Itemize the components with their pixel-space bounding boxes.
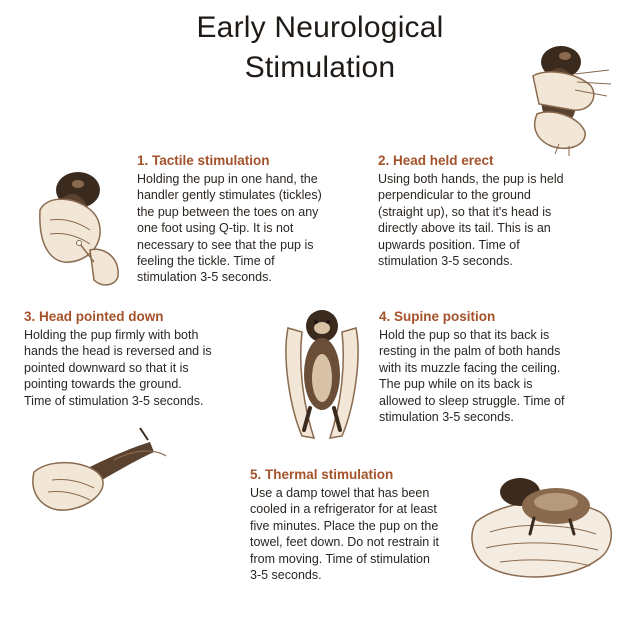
- section-heading: 4. Supine position: [379, 309, 496, 324]
- body-line: one foot using Q-tip. It is not: [137, 221, 294, 236]
- body-line: stimulation 3-5 seconds.: [378, 254, 513, 269]
- body-line: allowed to sleep struggle. Time of: [379, 393, 565, 408]
- section-thermal-stimulation: [250, 466, 470, 583]
- title-line-2: Stimulation: [244, 51, 396, 84]
- body-line: 3-5 seconds.: [250, 568, 322, 583]
- body-line: from moving. Time of stimulation: [250, 551, 430, 566]
- body-line: feeling the tickle. Time of: [137, 254, 275, 269]
- body-line: (straight up), so that it's head is: [378, 204, 552, 219]
- body-line: five minutes. Place the pup on the: [250, 518, 439, 533]
- body-line: stimulation 3-5 seconds.: [137, 270, 272, 285]
- section-supine-position: [379, 308, 619, 425]
- title-line-1: Early Neurological: [196, 11, 444, 44]
- section-body: [24, 327, 274, 409]
- body-line: pointed downward so that it is: [24, 360, 189, 375]
- section-heading: 3. Head pointed down: [24, 309, 164, 324]
- body-line: Time of stimulation 3-5 seconds.: [24, 393, 204, 408]
- body-line: Hold the pup so that its back is: [379, 328, 550, 342]
- section-body: [379, 327, 619, 425]
- body-line: pointing towards the ground.: [24, 377, 182, 392]
- section-tactile-stimulation: [137, 152, 367, 286]
- body-line: Holding the pup firmly with both: [24, 328, 199, 342]
- section-heading: 5. Thermal stimulation: [250, 467, 394, 482]
- body-line: resting in the palm of both hands: [379, 344, 561, 359]
- body-line: necessary to see that the pup is: [137, 237, 314, 252]
- head-pointed-down-illustration: [22, 420, 172, 520]
- body-line: the pup between the toes on any: [137, 204, 319, 219]
- thermal-stimulation-illustration: [470, 462, 618, 592]
- body-line: perpendicular to the ground: [378, 188, 531, 203]
- section-heading: 1. Tactile stimulation: [137, 153, 270, 168]
- body-line: stimulation 3-5 seconds.: [379, 410, 514, 425]
- section-body: [137, 171, 367, 286]
- body-line: Use a damp towel that has been: [250, 486, 430, 500]
- section-head-held-erect: [378, 152, 618, 269]
- body-line: handler gently stimulates (tickles): [137, 188, 322, 203]
- section-head-pointed-down: [24, 308, 274, 409]
- body-line: cooled in a refrigerator for at least: [250, 502, 437, 517]
- body-line: towel, feet down. Do not restrain it: [250, 535, 439, 550]
- body-line: Holding the pup in one hand, the: [137, 172, 318, 186]
- section-body: [378, 171, 618, 269]
- body-line: directly above its tail. This is an: [378, 221, 551, 236]
- body-line: upwards position. Time of: [378, 237, 520, 252]
- body-line: with its muzzle facing the ceiling.: [379, 360, 561, 375]
- head-held-erect-illustration: [515, 36, 615, 156]
- body-line: The pup while on its back is: [379, 377, 533, 392]
- body-line: hands the head is reversed and is: [24, 344, 212, 359]
- section-body: [250, 485, 470, 583]
- tactile-stimulation-illustration: [20, 150, 130, 290]
- body-line: Using both hands, the pup is held: [378, 172, 564, 186]
- section-heading: 2. Head held erect: [378, 153, 494, 168]
- supine-position-illustration: [280, 298, 364, 448]
